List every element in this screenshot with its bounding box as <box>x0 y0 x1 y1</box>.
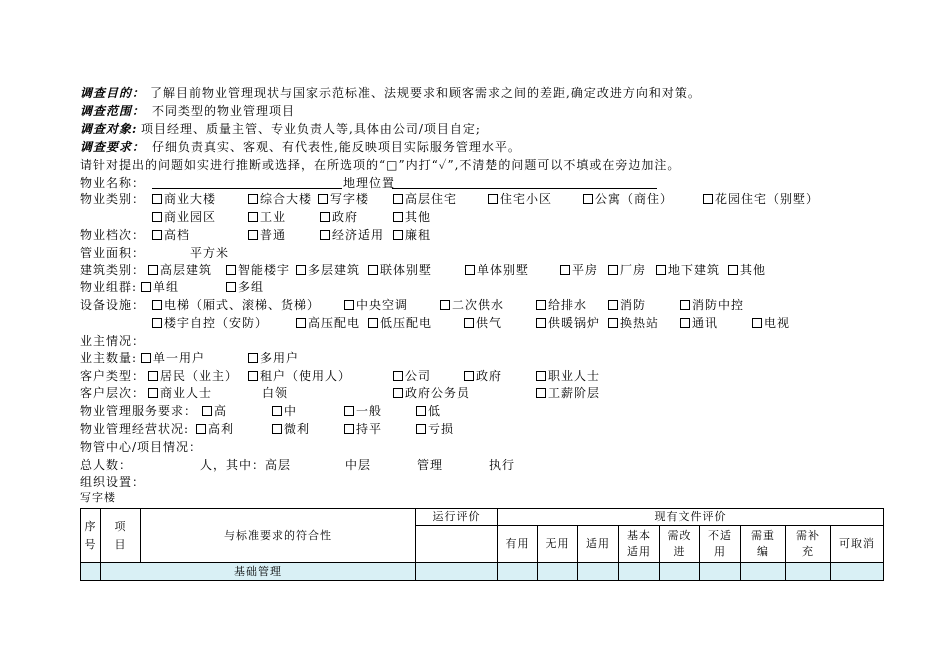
survey-requirement <box>0 139 950 155</box>
checkbox[interactable] <box>464 371 474 381</box>
header-can-cancel: 可取消 <box>831 526 884 563</box>
option-label: 廉租 <box>405 228 432 242</box>
checkbox[interactable] <box>141 353 151 363</box>
option-label: 高档 <box>164 228 191 242</box>
service-average[interactable] <box>344 403 382 419</box>
survey-purpose-label: 调查目的： <box>80 86 146 100</box>
header-serial-no: 序号 <box>81 509 101 563</box>
checkbox[interactable] <box>152 212 162 222</box>
service-low[interactable] <box>416 403 441 419</box>
table-header-row <box>81 509 884 526</box>
option-label: 电视 <box>764 316 791 330</box>
grade-low-rent[interactable] <box>393 227 431 243</box>
property-grade-label: 物业档次： <box>80 228 146 242</box>
cell-can-cancel[interactable] <box>831 563 884 581</box>
checkbox[interactable] <box>202 406 212 416</box>
facilities-row <box>0 297 950 313</box>
option-label: 其他 <box>740 263 767 277</box>
checkbox[interactable] <box>680 300 690 310</box>
owner-heading: 业主情况： <box>80 334 146 348</box>
option-label: 公司 <box>405 369 432 383</box>
header-operation-blank <box>416 526 498 563</box>
option-label: 花园住宅（别墅） <box>715 192 820 206</box>
checkbox[interactable] <box>416 424 426 434</box>
checkbox[interactable] <box>152 194 162 204</box>
facility-building-automation[interactable] <box>152 315 268 331</box>
option-label: 二次供水 <box>452 298 505 312</box>
checkbox[interactable] <box>703 194 713 204</box>
checkbox[interactable] <box>226 265 236 275</box>
header-basically-applicable: 基本适用 <box>619 526 660 563</box>
header-item: 项目 <box>101 509 141 563</box>
option-label: 职业人士 <box>548 369 601 383</box>
customer-resident[interactable] <box>148 368 238 384</box>
option-label: 公寓（商住） <box>595 192 674 206</box>
property-name-row <box>0 175 950 191</box>
survey-scope-text: 不同类型的物业管理项目 <box>152 104 296 118</box>
location-label: 地理位置 <box>343 176 396 190</box>
building-detached-villa[interactable] <box>465 262 529 278</box>
cell-serial-no[interactable] <box>81 563 101 581</box>
group-multiple[interactable] <box>226 279 264 295</box>
option-label: 多组 <box>238 280 265 294</box>
cell-needs-improvement[interactable] <box>660 563 700 581</box>
building-type-label: 建筑类别： <box>80 263 146 277</box>
checkbox[interactable] <box>656 265 666 275</box>
customer-tenant[interactable] <box>248 368 351 384</box>
building-townhouse[interactable] <box>368 262 432 278</box>
checkbox[interactable] <box>368 318 378 328</box>
checkbox[interactable] <box>393 371 403 381</box>
checkbox[interactable] <box>536 371 546 381</box>
senior-staff-field[interactable] <box>294 457 342 472</box>
building-factory[interactable] <box>608 262 646 278</box>
checkbox[interactable] <box>148 388 158 398</box>
option-label: 厂房 <box>620 263 647 277</box>
operating-high-profit[interactable] <box>196 421 234 437</box>
property-name-field[interactable] <box>152 175 342 189</box>
property-category-row <box>0 191 950 207</box>
management-staff-field[interactable] <box>444 457 486 472</box>
checkbox[interactable] <box>368 265 378 275</box>
property-category-row-2 <box>0 209 950 225</box>
staff-row <box>0 457 950 473</box>
building-type-row <box>0 262 950 278</box>
checkbox[interactable] <box>465 265 475 275</box>
category-government[interactable] <box>320 209 358 225</box>
checkbox[interactable] <box>344 406 354 416</box>
option-label: 给排水 <box>548 298 588 312</box>
checkbox[interactable] <box>318 194 328 204</box>
option-label: 工薪阶层 <box>548 386 601 400</box>
category-complex-building[interactable] <box>248 191 312 207</box>
header-needs-improvement: 需改进 <box>660 526 700 563</box>
survey-purpose-text: 了解目前物业管理现状与国家示范标准、法规要求和顾客需求之间的差距,确定改进方向和对策。 <box>150 86 701 100</box>
cell-not-applicable[interactable] <box>700 563 741 581</box>
section-title: 写字楼 <box>80 491 116 504</box>
checkbox[interactable] <box>488 194 498 204</box>
option-label: 高层建筑 <box>160 263 213 277</box>
category-commercial-building[interactable] <box>152 191 216 207</box>
checkbox[interactable] <box>680 318 690 328</box>
facility-high-voltage[interactable] <box>296 315 360 331</box>
checkbox[interactable] <box>296 265 306 275</box>
owner-count-label: 业主数量: <box>80 351 138 365</box>
facility-elevator[interactable] <box>152 297 320 313</box>
checkbox[interactable] <box>272 406 282 416</box>
customer-company[interactable] <box>393 368 431 384</box>
checkbox[interactable] <box>148 265 158 275</box>
checkbox[interactable] <box>344 424 354 434</box>
level-civil-servant[interactable] <box>393 385 470 401</box>
checkbox[interactable] <box>248 194 258 204</box>
center-heading: 物管中心/项目情况： <box>80 440 203 454</box>
facility-heat-exchange[interactable] <box>608 315 659 331</box>
checkbox[interactable] <box>536 318 546 328</box>
survey-scope <box>0 103 950 119</box>
location-field[interactable] <box>392 175 657 189</box>
category-industrial[interactable] <box>248 209 286 225</box>
category-high-rise-residence[interactable] <box>393 191 457 207</box>
facility-heating-boiler[interactable] <box>536 315 600 331</box>
checkbox[interactable] <box>320 212 330 222</box>
group-single[interactable] <box>141 279 179 295</box>
cell-useful[interactable] <box>498 563 538 581</box>
level-business[interactable] <box>148 385 212 401</box>
option-label: 智能楼宇 <box>238 263 291 277</box>
building-high-rise[interactable] <box>148 262 212 278</box>
operating-status-label: 物业管理经营状况: <box>80 422 190 436</box>
checkbox[interactable] <box>152 230 162 240</box>
checkbox[interactable] <box>728 265 738 275</box>
option-label: 供气 <box>476 316 503 330</box>
instruction-text: 请针对提出的问题如实进行推断或选择，在所选项的“□”内打“✓”,不清楚的问题可以不填或在旁边加注。 <box>80 158 681 172</box>
option-label: 政府 <box>332 210 359 224</box>
staff-total-field[interactable] <box>132 457 196 472</box>
option-label: 消防中控 <box>692 298 745 312</box>
header-useful: 有用 <box>498 526 538 563</box>
header-operation-evaluation: 运行评价 <box>416 509 498 526</box>
execution-staff-label: 执行 <box>489 458 516 472</box>
owner-single[interactable] <box>141 350 205 366</box>
service-medium[interactable] <box>272 403 297 419</box>
section-title-row <box>0 490 950 506</box>
survey-target-text: 项目经理、质量主管、专业负责人等,具体由公司/项目自定; <box>141 122 481 136</box>
checkbox[interactable] <box>152 318 162 328</box>
owner-count-row <box>0 350 950 366</box>
option-label: 单一用户 <box>153 351 206 365</box>
checkbox[interactable] <box>393 194 403 204</box>
level-working-class[interactable] <box>536 385 600 401</box>
property-grade-row <box>0 227 950 243</box>
staff-total-label: 总人数： <box>80 458 133 472</box>
category-apartment[interactable] <box>583 191 673 207</box>
customer-government[interactable] <box>464 368 502 384</box>
customer-level-row <box>0 385 950 401</box>
service-requirement-label: 物业管理服务要求： <box>80 404 198 418</box>
survey-requirement-label: 调查要求： <box>80 140 146 154</box>
header-document-evaluation: 现有文件评价 <box>498 509 884 526</box>
option-label: 楼宇自控（安防） <box>164 316 269 330</box>
property-category-label: 物业类别： <box>80 192 146 206</box>
checkbox[interactable] <box>272 424 282 434</box>
property-area-row <box>0 245 950 261</box>
checkbox[interactable] <box>752 318 762 328</box>
owner-multiple[interactable] <box>248 350 299 366</box>
option-label: 商业人士 <box>160 386 213 400</box>
option-label: 高 <box>214 404 228 418</box>
option-label: 租户（使用人） <box>260 369 352 383</box>
option-label: 商业大楼 <box>164 192 217 206</box>
checkbox[interactable] <box>393 388 403 398</box>
cell-useless[interactable] <box>538 563 578 581</box>
cell-needs-supplement[interactable] <box>786 563 831 581</box>
middle-staff-label: 中层 <box>345 458 372 472</box>
option-label: 高压配电 <box>308 316 361 330</box>
cell-needs-rewrite[interactable] <box>741 563 786 581</box>
header-not-applicable: 不适用 <box>700 526 741 563</box>
middle-staff-field[interactable] <box>372 457 414 472</box>
option-label: 低压配电 <box>380 316 433 330</box>
category-other[interactable] <box>393 209 431 225</box>
category-business-park[interactable] <box>152 209 216 225</box>
option-label: 联体别墅 <box>380 263 433 277</box>
facility-telecom[interactable] <box>680 315 718 331</box>
building-other[interactable] <box>728 262 766 278</box>
survey-purpose <box>0 85 950 101</box>
checkbox[interactable] <box>393 230 403 240</box>
facility-water-drainage[interactable] <box>536 297 587 313</box>
customer-type-label: 客户类型： <box>80 369 146 383</box>
header-needs-rewrite: 需重编 <box>741 526 786 563</box>
area-field[interactable] <box>146 245 188 260</box>
checkbox[interactable] <box>608 300 618 310</box>
service-requirement-row <box>0 403 950 419</box>
evaluation-table <box>80 508 884 581</box>
checkbox[interactable] <box>248 353 258 363</box>
cell-item: 基础管理 <box>101 563 416 581</box>
facilities-row-2 <box>0 315 950 331</box>
owner-heading-row <box>0 333 950 349</box>
option-label: 电梯（厢式、滚梯、货梯） <box>164 298 321 312</box>
option-label: 政府 <box>476 369 503 383</box>
facility-low-voltage[interactable] <box>368 315 432 331</box>
operating-loss[interactable] <box>416 421 454 437</box>
option-label: 中央空调 <box>356 298 409 312</box>
option-label: 一般 <box>356 404 383 418</box>
operating-break-even[interactable] <box>344 421 382 437</box>
checkbox[interactable] <box>560 265 570 275</box>
checkbox[interactable] <box>248 371 258 381</box>
checkbox[interactable] <box>583 194 593 204</box>
checkbox[interactable] <box>393 212 403 222</box>
option-label: 低 <box>428 404 442 418</box>
category-residential-community[interactable] <box>488 191 552 207</box>
facility-fire-protection[interactable] <box>608 297 646 313</box>
facility-tv[interactable] <box>752 315 790 331</box>
building-underground[interactable] <box>656 262 720 278</box>
survey-scope-label: 调查范围： <box>80 104 146 118</box>
checkbox[interactable] <box>141 282 151 292</box>
option-label: 消防 <box>620 298 647 312</box>
survey-instruction <box>0 157 950 173</box>
service-high[interactable] <box>202 403 227 419</box>
option-label: 工业 <box>260 210 287 224</box>
option-label: 其他 <box>405 210 432 224</box>
option-label: 持平 <box>356 422 383 436</box>
option-label: 经济适用 <box>332 228 385 242</box>
org-setting-label: 组织设置： <box>80 475 146 489</box>
option-label: 单体别墅 <box>477 263 530 277</box>
option-label: 地下建筑 <box>668 263 721 277</box>
header-applicable: 适用 <box>578 526 619 563</box>
cell-operation-evaluation[interactable] <box>416 563 498 581</box>
property-group-row <box>0 279 950 295</box>
option-label: 高利 <box>208 422 235 436</box>
checkbox[interactable] <box>248 212 258 222</box>
cell-applicable[interactable] <box>578 563 619 581</box>
operating-low-profit[interactable] <box>272 421 310 437</box>
category-villa[interactable] <box>703 191 819 207</box>
level-white-collar: 白领 <box>262 386 289 400</box>
option-label: 平房 <box>572 263 599 277</box>
building-bungalow[interactable] <box>560 262 598 278</box>
survey-target-label: 调查对象: <box>80 122 138 136</box>
option-label: 多层建筑 <box>308 263 361 277</box>
survey-requirement-text: 仔细负责真实、客观、有代表性,能反映项目实际服务管理水平。 <box>152 140 521 154</box>
building-intelligent[interactable] <box>226 262 290 278</box>
checkbox[interactable] <box>344 300 354 310</box>
option-label: 供暖锅炉 <box>548 316 601 330</box>
option-label: 政府公务员 <box>405 386 471 400</box>
checkbox[interactable] <box>536 300 546 310</box>
org-row <box>0 474 950 490</box>
checkbox[interactable] <box>608 318 618 328</box>
property-group-label: 物业组群: <box>80 280 138 294</box>
facility-central-ac[interactable] <box>344 297 408 313</box>
management-staff-label: 管理 <box>417 458 444 472</box>
cell-basically-applicable[interactable] <box>619 563 660 581</box>
checkbox[interactable] <box>248 230 258 240</box>
customer-professional[interactable] <box>536 368 600 384</box>
option-label: 微利 <box>284 422 311 436</box>
center-heading-row <box>0 439 950 455</box>
checkbox[interactable] <box>464 318 474 328</box>
option-label: 商业园区 <box>164 210 217 224</box>
facility-secondary-water-supply[interactable] <box>440 297 504 313</box>
category-office-building[interactable] <box>318 191 369 207</box>
header-useless: 无用 <box>538 526 578 563</box>
option-label: 换热站 <box>620 316 660 330</box>
facility-fire-control-center[interactable] <box>680 297 744 313</box>
property-area-label: 管业面积： <box>80 246 146 260</box>
checkbox[interactable] <box>608 265 618 275</box>
checkbox[interactable] <box>226 282 236 292</box>
option-label: 综合大楼 <box>260 192 313 206</box>
facilities-label: 设备设施： <box>80 298 146 312</box>
checkbox[interactable] <box>320 230 330 240</box>
option-label: 中 <box>284 404 298 418</box>
header-compliance: 与标准要求的符合性 <box>141 509 416 563</box>
option-label: 高层住宅 <box>405 192 458 206</box>
checkbox[interactable] <box>536 388 546 398</box>
checkbox[interactable] <box>296 318 306 328</box>
option-label: 单组 <box>153 280 180 294</box>
option-label: 亏损 <box>428 422 455 436</box>
table-row <box>81 563 884 581</box>
operating-status-row <box>0 421 950 437</box>
option-label: 通讯 <box>692 316 719 330</box>
survey-target <box>0 121 950 137</box>
checkbox[interactable] <box>152 300 162 310</box>
area-unit: 平方米 <box>190 246 230 260</box>
option-label: 普通 <box>260 228 287 242</box>
customer-level-label: 客户层次： <box>80 386 146 400</box>
option-label: 住宅小区 <box>500 192 553 206</box>
option-label: 多用户 <box>260 351 300 365</box>
grade-affordable[interactable] <box>320 227 384 243</box>
staff-breakdown-label: 人，其中：高层 <box>200 458 292 472</box>
property-name-label: 物业名称： <box>80 176 146 190</box>
checkbox[interactable] <box>196 424 206 434</box>
header-needs-supplement: 需补充 <box>786 526 831 563</box>
option-label: 写字楼 <box>330 192 370 206</box>
building-multi-storey[interactable] <box>296 262 360 278</box>
checkbox[interactable] <box>148 371 158 381</box>
grade-ordinary[interactable] <box>248 227 286 243</box>
customer-type-row <box>0 368 950 384</box>
checkbox[interactable] <box>440 300 450 310</box>
grade-high-end[interactable] <box>152 227 190 243</box>
facility-gas-supply[interactable] <box>464 315 502 331</box>
checkbox[interactable] <box>416 406 426 416</box>
option-label: 居民（业主） <box>160 369 239 383</box>
